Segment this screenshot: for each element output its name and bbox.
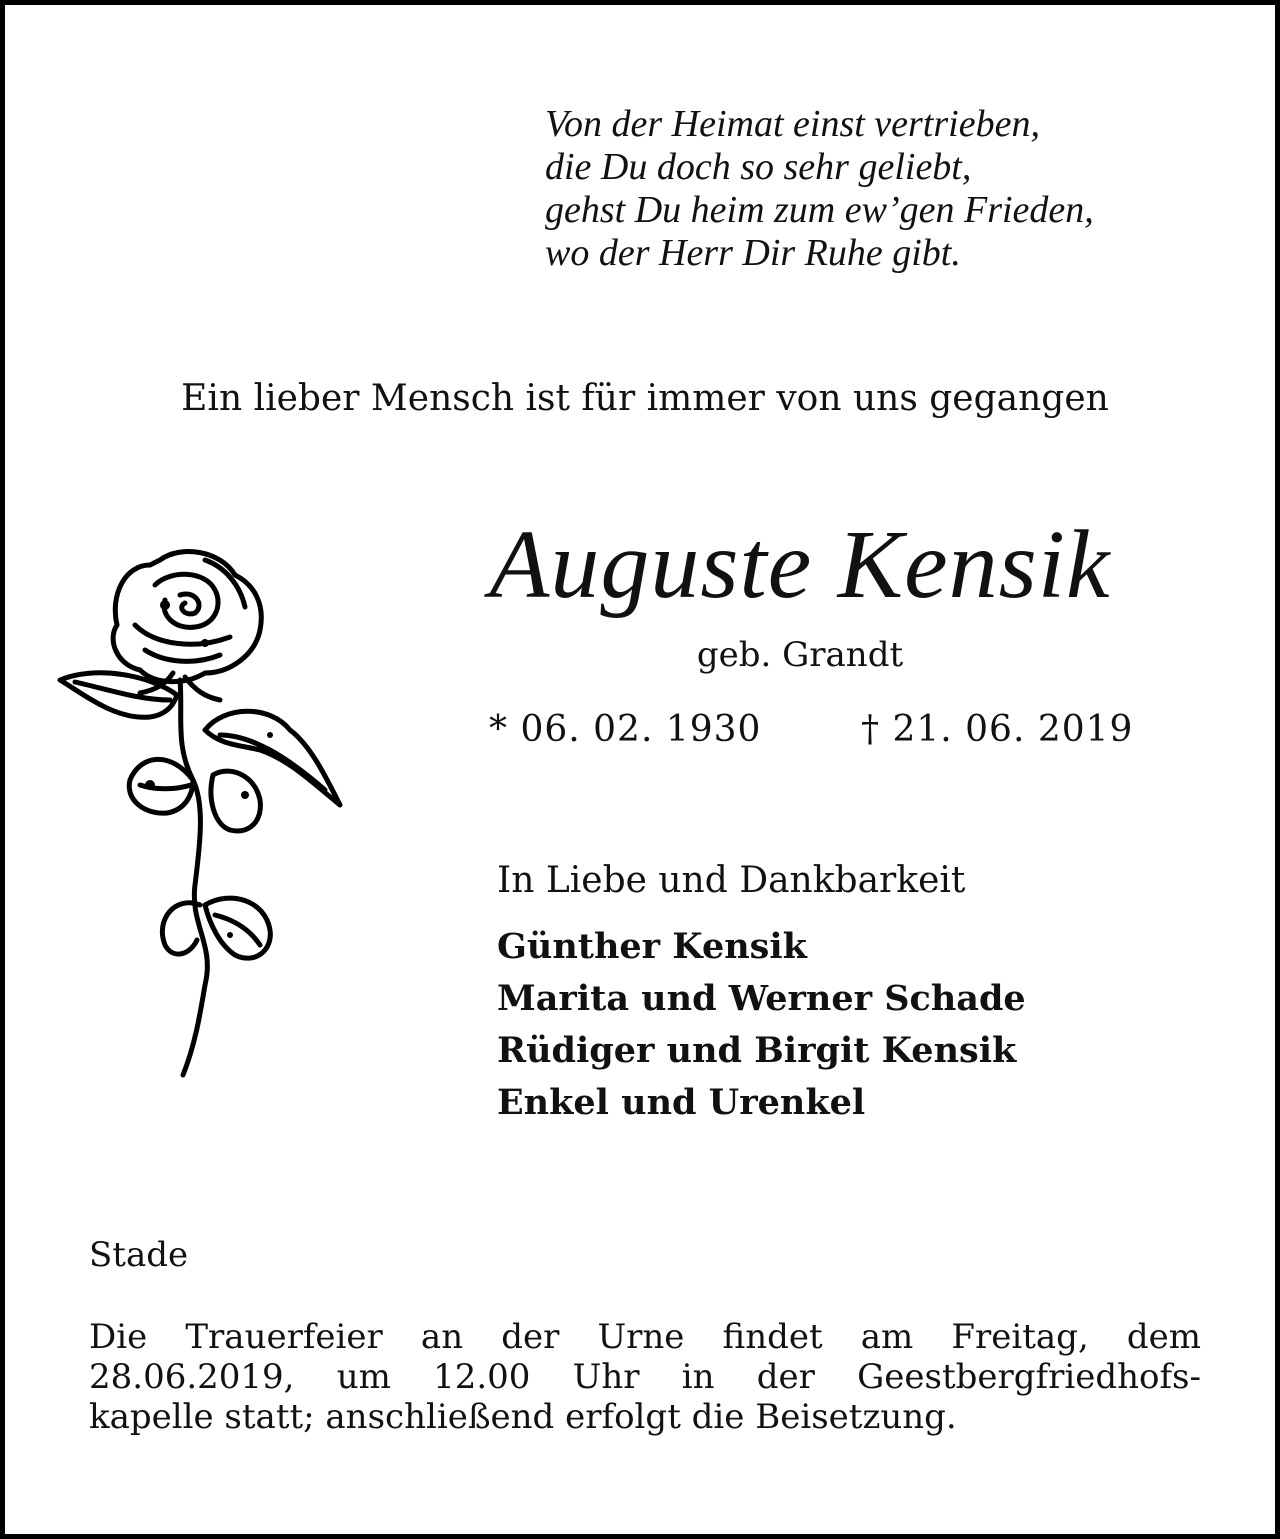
funeral-notice bbox=[89, 1317, 1201, 1437]
place: Stade bbox=[89, 1235, 189, 1275]
birth-date: * 06. 02. 1930 bbox=[489, 709, 762, 750]
mourner-name: Marita und Werner Schade bbox=[497, 978, 1026, 1019]
deceased-name: Auguste Kensik bbox=[489, 511, 1111, 619]
poem-line: die Du doch so sehr geliebt, bbox=[545, 146, 972, 188]
rose-icon bbox=[55, 545, 355, 1085]
maiden-name: geb. Grandt bbox=[696, 635, 904, 675]
mourner-name: Enkel und Urenkel bbox=[497, 1082, 866, 1123]
notice-line: 28.06.2019, um 12.00 Uhr in der Geestbergfriedhofs- bbox=[89, 1357, 1201, 1397]
notice-line: kapelle statt; anschließend erfolgt die Beisetzung. bbox=[89, 1397, 957, 1437]
intro-text: Ein lieber Mensch ist für immer von uns gegangen bbox=[181, 378, 1109, 419]
mourners-heading: In Liebe und Dankbarkeit bbox=[497, 860, 966, 901]
poem bbox=[545, 103, 1245, 275]
poem-line: gehst Du heim zum ew’gen Frieden, bbox=[545, 189, 1094, 231]
death-date: † 21. 06. 2019 bbox=[861, 709, 1134, 750]
mourner-name: Günther Kensik bbox=[497, 926, 807, 967]
notice-line: Die Trauerfeier an der Urne findet am Freitag, dem bbox=[89, 1317, 1201, 1357]
mourner-name: Rüdiger und Birgit Kensik bbox=[497, 1030, 1017, 1071]
mourners-list bbox=[497, 921, 1026, 1129]
poem-line: Von der Heimat einst vertrieben, bbox=[545, 103, 1040, 145]
poem-line: wo der Herr Dir Ruhe gibt. bbox=[545, 232, 961, 274]
